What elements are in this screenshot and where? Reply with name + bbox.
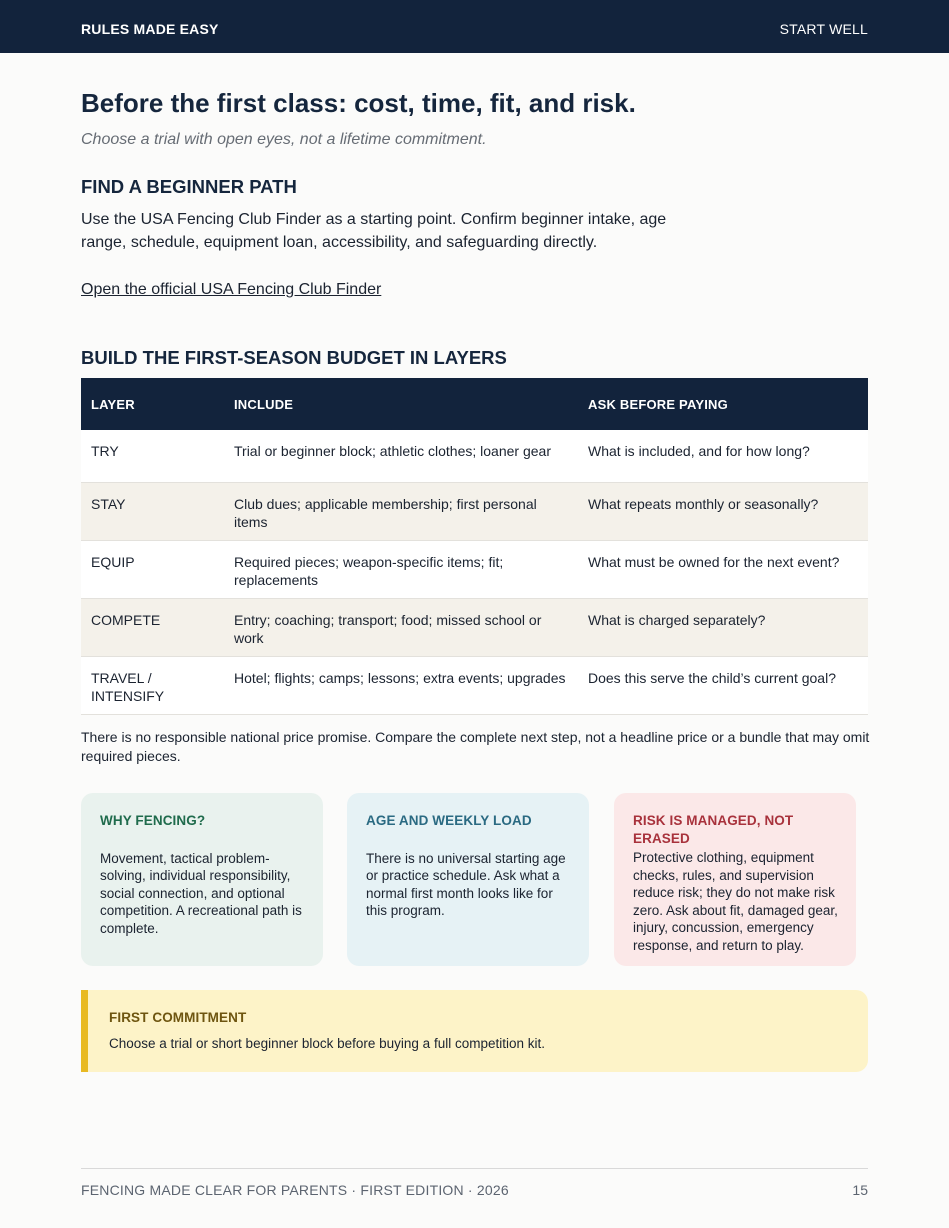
- layer-cell: TRAVEL / INTENSIFY: [81, 656, 224, 714]
- include-cell: Club dues; applicable membership; first personal items: [224, 482, 578, 540]
- top-header-bar: [0, 0, 949, 53]
- layer-cell: COMPETE: [81, 598, 224, 656]
- card-body: There is no universal starting age or practice schedule. Ask what a normal first month looks like for this program.: [366, 850, 566, 918]
- first-commitment-callout: [81, 990, 868, 1072]
- table-row: [81, 656, 868, 714]
- footer-book-title: FENCING MADE CLEAR FOR PARENTS · FIRST EDITION · 2026: [81, 1182, 509, 1198]
- include-cell: Entry; coaching; transport; food; missed school or work: [224, 598, 578, 656]
- card-body: Protective clothing, equipment checks, rules, and supervision reduce risk; they do not make risk zero. Ask about fit, damaged gear, injury, concussion, emergency response, and return to play.: [633, 850, 838, 953]
- ask-cell: What is included, and for how long?: [578, 430, 868, 482]
- budget-heading: BUILD THE FIRST-SEASON BUDGET IN LAYERS: [81, 347, 507, 368]
- club-finder-link[interactable]: Open the official USA Fencing Club Finder: [81, 281, 382, 298]
- include-cell: Hotel; flights; camps; lessons; extra events; upgrades: [224, 656, 578, 714]
- card-title: WHY FENCING?: [100, 813, 206, 828]
- card-body: Movement, tactical problem-solving, individual responsibility, social connection, and optional competition. A recreational path is complete.: [100, 850, 302, 936]
- age-load-card: [347, 793, 589, 966]
- page-title: Before the first class: cost, time, fit, and risk.: [81, 88, 636, 118]
- chapter-label: START WELL: [779, 21, 868, 37]
- budget-note: There is no responsible national price promise. Compare the complete next step, not a headline price or a bundle that may omit required pieces.: [81, 729, 870, 764]
- include-cell: Trial or beginner block; athletic clothes; loaner gear: [224, 430, 578, 482]
- column-header-ask: ASK BEFORE PAYING: [578, 378, 868, 430]
- card-title: RISK IS MANAGED, NOT ERASED: [633, 813, 794, 846]
- footer-divider: [81, 1168, 868, 1169]
- ask-cell: What is charged separately?: [578, 598, 868, 656]
- ask-cell: Does this serve the child’s current goal?: [578, 656, 868, 714]
- table-row: [81, 430, 868, 482]
- callout-title: FIRST COMMITMENT: [109, 1010, 247, 1025]
- ask-cell: What must be owned for the next event?: [578, 540, 868, 598]
- layer-cell: STAY: [81, 482, 224, 540]
- table-row: [81, 540, 868, 598]
- layer-cell: TRY: [81, 430, 224, 482]
- table-row: [81, 598, 868, 656]
- table-header-row: [81, 378, 868, 430]
- card-title: AGE AND WEEKLY LOAD: [366, 813, 532, 828]
- table-row: [81, 482, 868, 540]
- beginner-path-body: Use the USA Fencing Club Finder as a starting point. Confirm beginner intake, age range, schedule, equipment loan, accessibility, and safeguarding directly.: [81, 211, 667, 251]
- section-label: RULES MADE EASY: [81, 21, 219, 37]
- budget-table: [81, 378, 868, 715]
- why-fencing-card: [81, 793, 323, 966]
- column-header-layer: LAYER: [81, 378, 224, 430]
- include-cell: Required pieces; weapon-specific items; fit; replacements: [224, 540, 578, 598]
- column-header-include: INCLUDE: [224, 378, 578, 430]
- ask-cell: What repeats monthly or seasonally?: [578, 482, 868, 540]
- beginner-path-heading: FIND A BEGINNER PATH: [81, 176, 297, 197]
- callout-body: Choose a trial or short beginner block before buying a full competition kit.: [109, 1036, 545, 1051]
- layer-cell: EQUIP: [81, 540, 224, 598]
- page-number: 15: [852, 1182, 868, 1198]
- risk-card: [614, 793, 856, 966]
- page-subtitle: Choose a trial with open eyes, not a lifetime commitment.: [81, 131, 487, 148]
